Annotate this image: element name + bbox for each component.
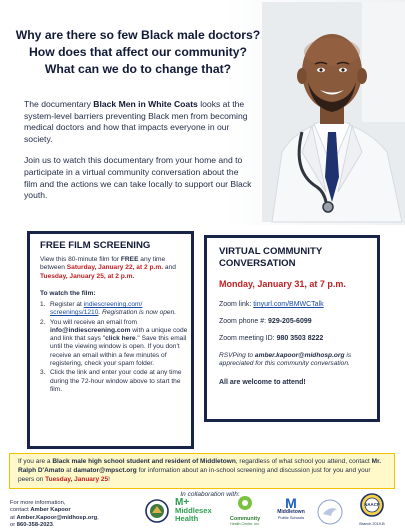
zoom-phone-row: Zoom phone #: 929-205-6099	[219, 318, 312, 325]
hero-section	[0, 0, 405, 225]
welcome-text: All are welcome to attend!	[219, 379, 306, 386]
middlesex-health-logo: M+ Middlesex Health	[175, 497, 212, 523]
zoom-link-row: Zoom link: tinyurl.com/BMWCTalk	[219, 301, 324, 308]
community-health-center-logo: Community Health Center, Inc.	[224, 495, 266, 526]
step-3: 3. Click the link and enter your code at any time during the 72-hour window above to start the film.	[40, 369, 182, 393]
contact-ralph: Mr. Ralph D'Amato	[18, 458, 382, 475]
date-saturday: Saturday, January 22	[66, 264, 133, 272]
conversation-box	[204, 235, 380, 422]
rsvp-note: RSVPing to amber.kapoor@midhosp.org is appreciated for this community conversation.	[219, 352, 352, 368]
info-email[interactable]: info@indiescreening.com	[50, 326, 131, 334]
screening-title: FREE FILM SCREENING	[40, 240, 151, 251]
steps-title: To watch the film:	[40, 290, 96, 297]
date-tuesday: Tuesday, January 25	[40, 272, 104, 280]
headline	[8, 27, 268, 78]
contact-phone: 860-358-2023	[16, 522, 53, 529]
intro-text	[24, 99, 254, 212]
step-2: 2. You will receive an email from info@indiescreening.com with a unique code and link that says "click here." Save this email until the viewing window is open. If you don't receive an email within a few minutes of registering, check your spam folder.	[40, 318, 188, 368]
collaboration-label: In collaboration with:	[180, 491, 240, 498]
contact-name: Amber Kapoor	[30, 507, 71, 514]
zoom-meeting-row: Zoom meeting ID: 980 3503 8222	[219, 335, 324, 342]
rsvp-email[interactable]: amber.kapoor@midhosp.org	[254, 352, 345, 359]
zoom-meeting-id: 980 3503 8222	[276, 335, 324, 342]
doctor-photo	[262, 2, 405, 222]
screening-dates: View this 80-minute film for FREE any time between Saturday, January 22, at 2 p.m. and Tuesday, January 25, at 2 p.m.	[40, 256, 176, 280]
conversation-date: Monday, January 31, at 7 p.m.	[219, 279, 346, 289]
ralph-email[interactable]: damator@mpsct.org	[73, 467, 137, 475]
conversation-title: VIRTUAL COMMUNITY CONVERSATION	[219, 246, 323, 269]
headline-line-3: What can we do to change that?	[44, 62, 232, 76]
intro-paragraph-1: The documentary Black Men in White Coats looks at the system-level barriers preventing Black men from becoming medical doctors and how that impacts everyone in our society.	[24, 99, 248, 144]
headline-line-2: How does that affect our community?	[28, 45, 248, 59]
contact-email[interactable]: Amber.Kapoor@midhosp.org	[16, 514, 98, 521]
steps-list	[40, 301, 190, 394]
contact-info: For more information, contact Amber Kapoor at Amber.Kapoor@midhosp.org, or 860-358-2023.	[10, 500, 99, 529]
middletown-public-schools-logo: M Middletown Public Schools	[277, 495, 305, 520]
intro-paragraph-2: Join us to watch this documentary from your home and to participate in a virtual community conversation about the film and the actions we can take locally to support our Black youth.	[24, 155, 252, 201]
step-1: 1. Register at indiescreening.com/ screenings/1210. Registration is now open.	[40, 301, 177, 317]
city-seal-logo	[145, 499, 169, 528]
dove-seal-logo	[317, 499, 343, 530]
naacp-logo: NAACP Branch 2019-B	[352, 493, 392, 526]
headline-line-1: Why are there so few Black male doctors?	[15, 28, 261, 42]
zoom-phone: 929-205-6099	[268, 318, 312, 325]
zoom-link[interactable]: tinyurl.com/BMWCTalk	[253, 301, 324, 308]
indiescreening-link[interactable]: indiescreening.com/ screenings/1210	[50, 301, 143, 317]
film-title: Black Men in White Coats	[93, 99, 198, 109]
screening-box	[27, 231, 194, 449]
footer	[0, 490, 405, 529]
student-callout: If you are a Black male high school student and resident of Middletown, regardless of what school you attend, contact Mr. Ralph D'Amato at damator@mpsct.org for information about an in-school screening and discussion just for you and your peers on Tuesday, January 25!	[9, 453, 395, 489]
